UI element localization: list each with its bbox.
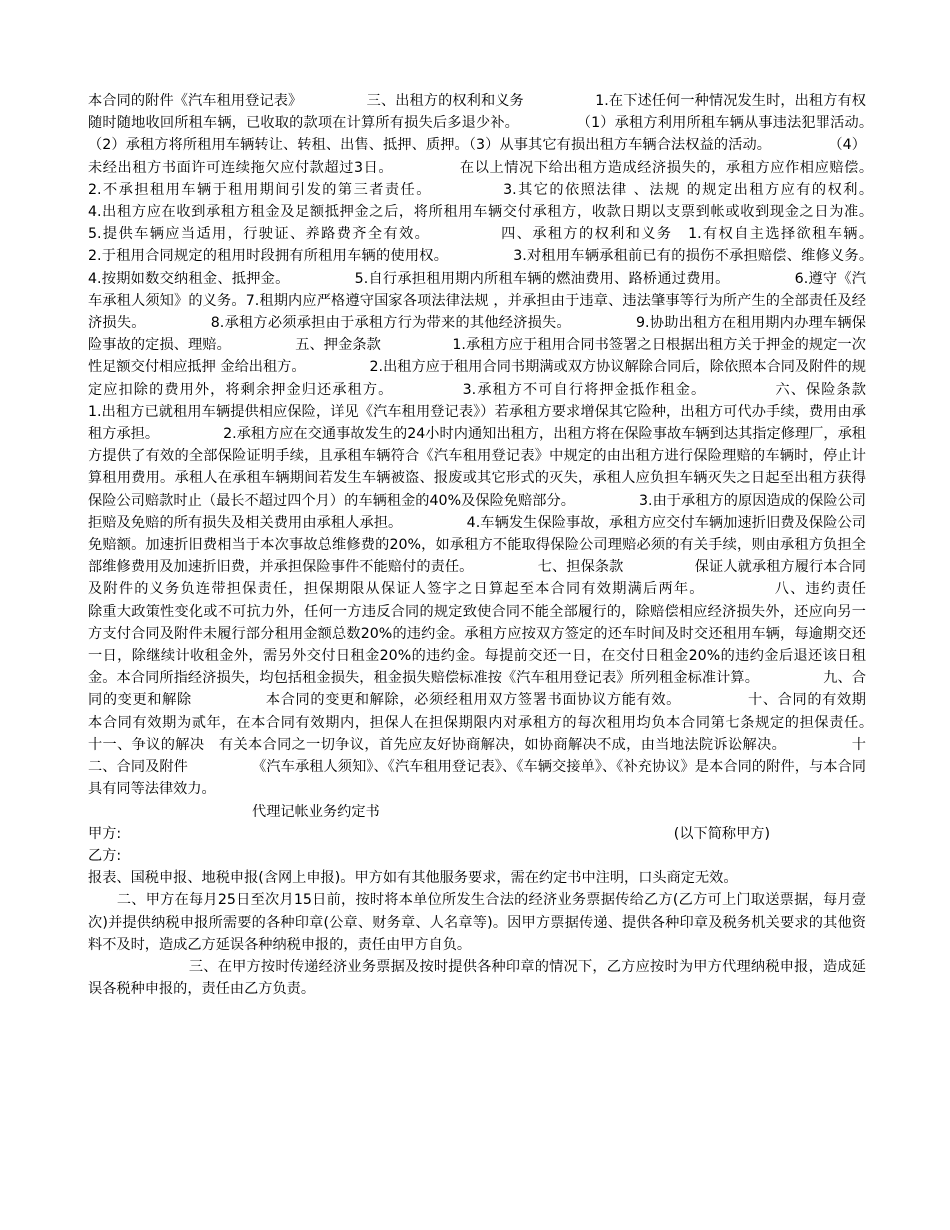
contract-body-text: 本合同的附件《汽车租用登记表》 三、出租方的权利和义务 1.在下述任何一种情况发生时，出租方有权随时随地收回所租车辆，已收取的款项在计算所有损失后多退少补。 （1）承租方利用所租车辆从事违法犯罪活动。 （2）承租方将所租用车辆转让、转租、出售、抵押、质押。（3）从事其它有损出租方车辆合法权益的活动。 （4）未经出租方书面许可连续拖欠应付款超过3日。 在以上情况下给出租方造成经济损失的，承租方应作相应赔偿。 2.不承担租用车辆于租用期间引发的第三者责任。 3.其它的依照法律 、法规 的规定出租方应有的权利。 4.出租方应在收到承租方租金及足额抵押金之后，将所租用车辆交付承租方，收款日期以支票到帐或收到现金之日为准。 5.提供车辆应当适用，行驶证、养路费齐全有效。 四、承租方的权利和义务 1.有权自主选择欲租车辆。 2.于租用合同规定的租用时段拥有所租用车辆的使用权。 3.对租用车辆承租前已有的损伤不承担赔偿、维修义务。 4.按期如数交纳租金、抵押金。 5.自行承担租用期内所租车辆的燃油费用、路桥通过费用。 6.遵守《汽车承租人须知》的义务。7.租期内应严格遵守国家各项法律法规 ，并承担由于违章、违法肇事等行为所产生的全部责任及经济损失。 8.承租方必须承担由于承租方行为带来的其他经济损失。 9.协助出租方在租用期内办理车辆保险事故的定损、理赔。 五、押金条款 1.承租方应于租用合同书签署之日根据出租方关于押金的规定一次性足额交付相应抵押 金给出租方。 2.出租方应于租用合同书期满或双方协议解除合同后，除依照本合同及附件的规定应扣除的费用外，将剩余押金归还承租方。 3.承租方不可自行将押金抵作租金。 六、保险条款 1.出租方已就租用车辆提供相应保险，详见《汽车租用登记表》）若承租方要求增保其它险种，出租方可代办手续，费用由承租方承担。 2.承租方应在交通事故发生的24小时内通知出租方，出租方将在保险事故车辆到达其指定修理厂，承租方提供了有效的全部保险证明手续，且承租车辆符合《汽车租用登记表》中规定的由出租方进行保险理赔的车辆时，停止计算租用费用。承租人在承租车辆期间若发生车辆被盗、报废或其它形式的灭失，承租人应负担车辆灭失之日起至出租方获得保险公司赔款时止（最长不超过四个月）的车辆租金的40%及保险免赔部分。 3.由于承租方的原因造成的保险公司拒赔及免赔的所有损失及相关费用由承租人承担。 4.车辆发生保险事故，承租方应交付车辆加速折旧费及保险公司免赔额。加速折旧费相当于本次事故总维修费的20%，如承租方不能取得保险公司理赔必须的有关手续，则由承租方负担全部维修费用及加速折旧费，并承担保险事件不能赔付的责任。 七、担保条款 保证人就承租方履行本合同及附件的义务负连带担保责任，担保期限从保证人签字之日算起至本合同有效期满后两年。 八、违约责任 除重大政策性变化或不可抗力外，任何一方违反合同的规定致使合同不能全部履行的，除赔偿相应经济损失外，还应向另一方支付合同及附件未履行部分租用金额总数20%的违约金。承租方应按双方签定的还车时间及时交还租用车辆，每逾期交还一日，除继续计收租金外，需另外交付日租金20%的违约金。每提前交还一日，在交付日租金20%的违约金后退还该日租金。本合同所指经济损失，均包括租金损失，租金损失赔偿标准按《汽车租用登记表》所列租金标准计算。 九、合同的变更和解除 本合同的变更和解除，必须经租用双方签署书面协议方能有效。 十、合同的有效期 本合同有效期为贰年，在本合同有效期内，担保人在担保期限内对承租方的每次租用均负本合同第七条规定的担保责任。 十一、争议的解决 有关本合同之一切争议，首先应友好协商解决，如协商解决不成，由当地法院诉讼解决。 十二、合同及附件 《汽车承租人须知》、《汽车租用登记表》、《车辆交接单》、《补充协议》是本合同的附件，与本合同具有同等法律效力。: [88, 93, 937, 798]
party-a-line: [88, 823, 866, 845]
party-a-label: 甲方:: [88, 825, 122, 842]
clause-3: 三、在甲方按时传递经济业务票据及按时提供各种印章的情况下，乙方应按时为甲方代理纳税申报，造成延误各税种申报的，责任由乙方负责。: [88, 958, 866, 998]
clause-2: 二、甲方在每月25日至次月15日前，按时将本单位所发生合法的经济业务票据传给乙方(乙方可上门取送票据，每月壹次)并提供纳税申报所需要的各种印章(公章、财务章、人名章等)。因甲方票据传递、提供各种印章及税务机关要求的其他资料不及时，造成乙方延误各种纳税申报的，责任由甲方自负。: [88, 892, 866, 953]
party-b-label: 乙方:: [88, 847, 122, 864]
clause-1: 报表、国税申报、地税申报(含网上申报)。甲方如有其他服务要求，需在约定书中注明，口头商定无效。: [88, 870, 738, 887]
document-page: [88, 90, 937, 1000]
party-a-note: (以下简称甲方): [673, 825, 770, 842]
agreement-title: 代理记帐业务约定书: [252, 803, 380, 820]
